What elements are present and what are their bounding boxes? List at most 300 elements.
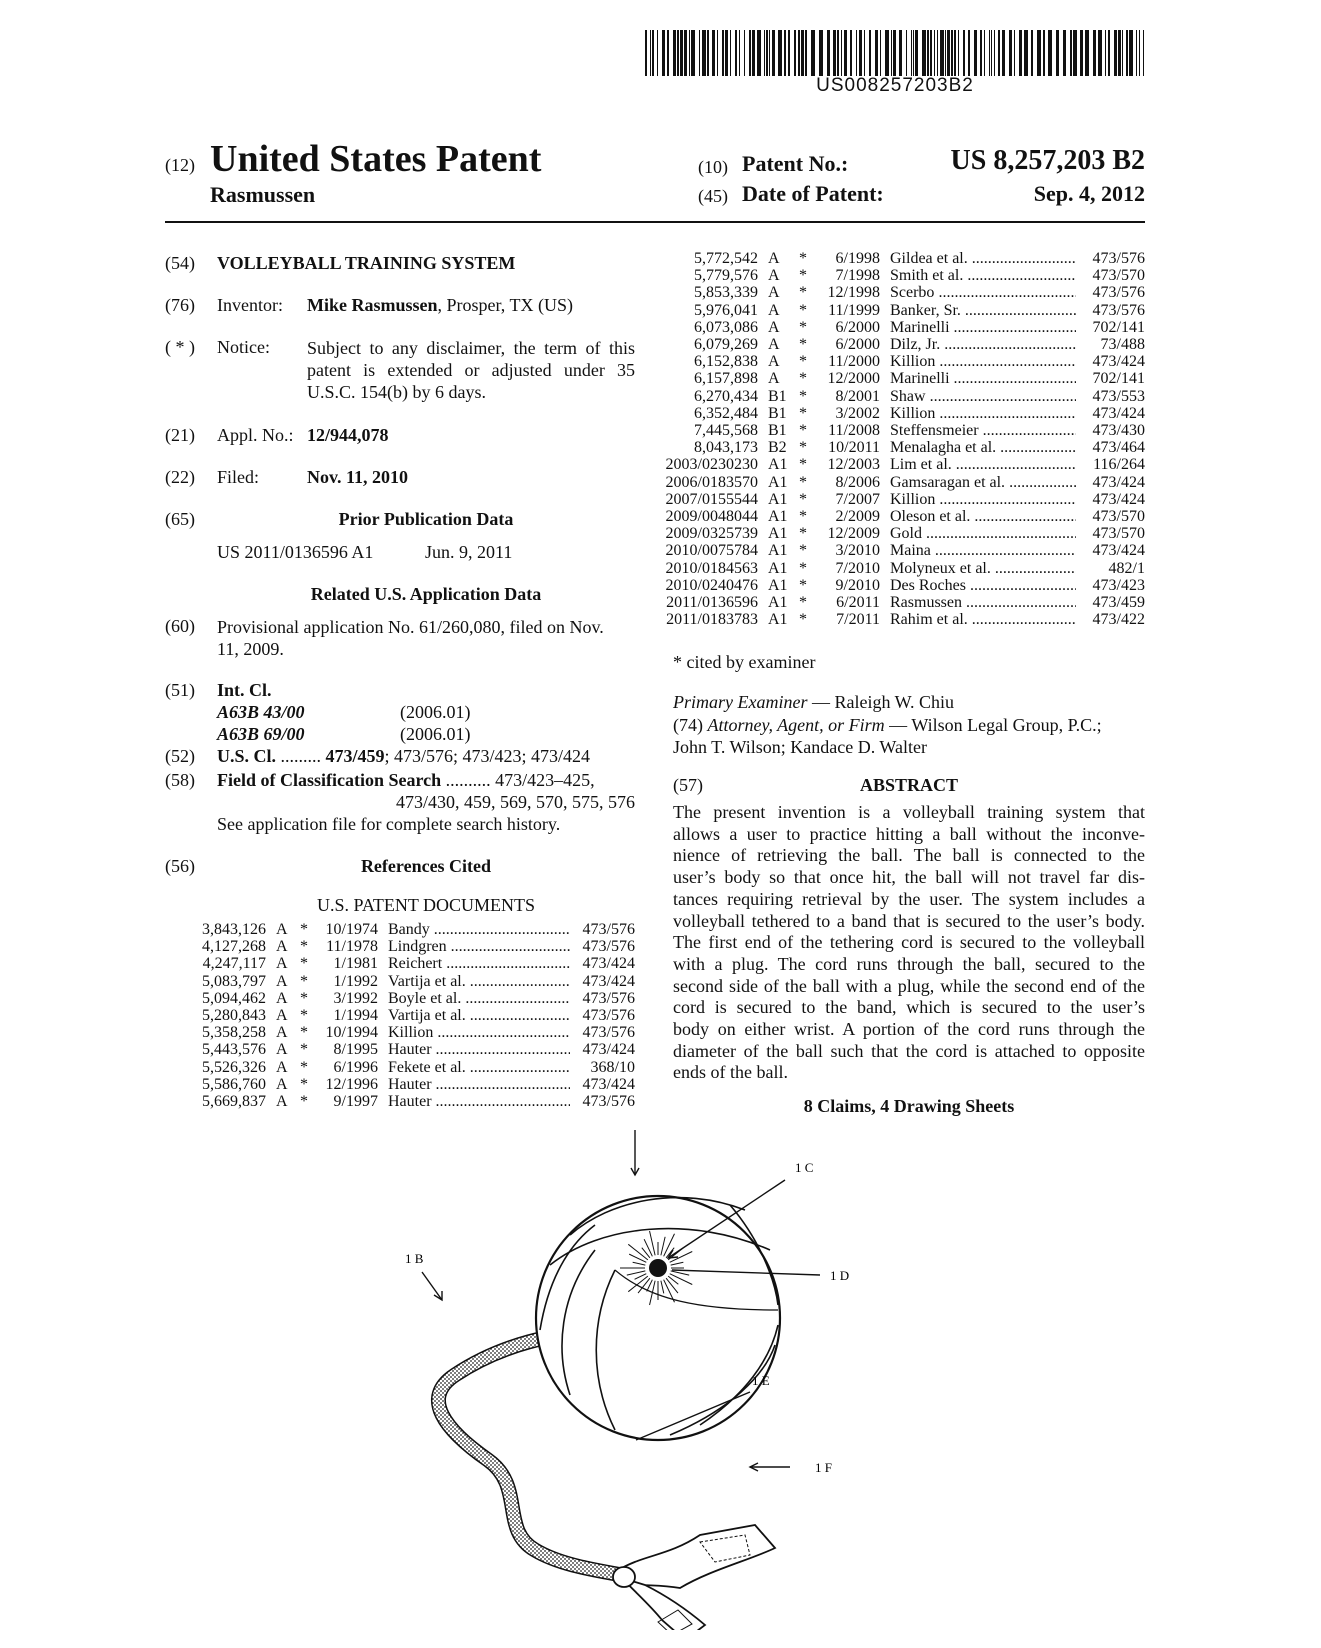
reference-date: 12/1998 — [827, 284, 880, 302]
prior-publication-date: Jun. 9, 2011 — [425, 542, 513, 562]
code-65: (65) — [165, 509, 195, 529]
barcode-bar — [927, 30, 929, 76]
barcode-bar — [1043, 30, 1045, 76]
barcode-bar — [722, 30, 724, 76]
date-of-patent-label: Date of Patent: — [742, 181, 884, 206]
us-cl-main: 473/459 — [325, 746, 385, 766]
related-data-heading: Related U.S. Application Data — [310, 584, 542, 604]
claims-drawing-sheets: 8 Claims, 4 Drawing Sheets — [803, 1096, 1015, 1116]
abstract-line: nience of retrieving the ball. The ball is connected to the — [673, 845, 1145, 866]
reference-name: Steffensmeier ..... — [890, 422, 1076, 440]
invention-title: VOLLEYBALL TRAINING SYSTEM — [217, 253, 516, 273]
reference-row — [200, 1007, 635, 1025]
barcode-bar — [673, 30, 676, 76]
reference-name: Lindgren ..... — [388, 938, 570, 956]
reference-number: 5,779,576 — [694, 267, 758, 285]
reference-star: * — [799, 301, 807, 319]
barcode-bar — [1122, 30, 1123, 76]
reference-date: 12/1996 — [325, 1075, 378, 1093]
barcode-bar — [788, 30, 790, 76]
reference-date: 8/2001 — [835, 387, 880, 405]
notice-label: Notice: — [217, 337, 270, 357]
barcode-bar — [850, 30, 852, 76]
abstract-line: body on either wrist. A portion of the cord runs through the — [673, 1019, 1145, 1040]
reference-class: 473/570 — [1076, 508, 1145, 526]
reference-date: 2/2009 — [835, 508, 880, 525]
barcode-bar — [801, 30, 804, 76]
reference-class: 473/424 — [570, 1076, 635, 1094]
barcode-bar — [954, 30, 956, 76]
reference-name: Oleson et al. ..... — [890, 508, 1076, 526]
field-line: 473/430, 459, 569, 570, 575, 576 — [395, 792, 635, 812]
barcode-bar — [707, 30, 709, 76]
reference-kind: A1 — [768, 508, 788, 525]
reference-kind: B1 — [768, 422, 787, 439]
barcode-bar — [833, 30, 836, 76]
reference-star: * — [799, 559, 807, 577]
appl-no: 12/944,078 — [307, 425, 389, 445]
reference-number: 3,843,126 — [202, 921, 266, 938]
attorney-line: — Wilson Legal Group, P.C.; — [884, 715, 1102, 735]
reference-date: 12/2009 — [827, 525, 880, 543]
reference-star: * — [799, 387, 807, 405]
reference-number: 6,079,269 — [694, 336, 758, 353]
barcode-bar — [1048, 30, 1052, 76]
int-cl-code: A63B 69/00 — [217, 724, 305, 744]
abstract-line: cord is secured to the band, which is secured to the user’s — [673, 997, 1145, 1018]
primary-examiner — [673, 692, 954, 713]
reference-number: 6,073,086 — [694, 318, 758, 336]
reference-star: * — [799, 525, 807, 543]
us-patent-documents-heading: U.S. PATENT DOCUMENTS — [316, 895, 536, 915]
plug-1d — [649, 1259, 667, 1277]
barcode-bar — [880, 30, 881, 76]
barcode-bar — [1019, 30, 1022, 76]
reference-row — [658, 250, 1145, 268]
barcode-bar — [699, 30, 700, 76]
barcode-bar — [766, 30, 768, 76]
reference-kind: A1 — [768, 490, 788, 508]
reference-date: 10/2011 — [828, 439, 880, 457]
reference-class: 473/423 — [1076, 577, 1145, 595]
reference-name: Shaw ..... — [890, 388, 1076, 406]
barcode-bar — [958, 30, 959, 76]
reference-name: Rasmussen ..... — [890, 594, 1076, 612]
reference-row — [658, 456, 1145, 474]
reference-kind: A — [276, 1093, 288, 1110]
code-58: (58) — [165, 770, 195, 790]
barcode-bar — [968, 30, 970, 76]
abstract-line: user’s body so that once hit, the ball will not travel far dis- — [673, 867, 1145, 888]
figure-label-1b: 1 B — [405, 1251, 424, 1266]
patent-number: US 8,257,203 B2 — [950, 145, 1145, 176]
barcode-bar — [937, 30, 938, 76]
reference-class: 473/576 — [570, 938, 635, 956]
barcode-bar — [757, 30, 761, 76]
reference-class: 473/424 — [570, 955, 635, 973]
reference-number: 5,526,326 — [202, 1058, 266, 1076]
reference-kind: A — [276, 1041, 288, 1059]
reference-star: * — [799, 542, 807, 560]
reference-date: 6/1996 — [333, 1058, 378, 1076]
examiner-label: Primary Examiner — [673, 692, 808, 712]
reference-number: 2011/0183783 — [666, 611, 758, 629]
reference-row — [658, 439, 1145, 457]
reference-number: 2009/0325739 — [665, 525, 758, 543]
int-cl-date: (2006.01) — [400, 702, 471, 722]
barcode-bar — [1143, 30, 1144, 76]
barcode-bar — [1009, 30, 1012, 76]
barcode-bar — [1056, 30, 1059, 76]
document-number: US008257203B2 — [816, 75, 974, 96]
barcode-bar — [1002, 30, 1005, 76]
reference-class: 473/576 — [1076, 284, 1145, 302]
reference-class: 473/424 — [1076, 542, 1145, 560]
reference-row — [658, 284, 1145, 302]
barcode-bar — [885, 30, 889, 76]
reference-class: 473/576 — [1076, 250, 1145, 268]
code-51: (51) — [165, 680, 195, 700]
provisional-line: 11, 2009. — [217, 639, 284, 659]
reference-kind: A — [276, 938, 288, 956]
reference-number: 5,772,542 — [694, 250, 758, 267]
reference-class: 473/576 — [570, 921, 635, 939]
reference-row — [200, 1093, 635, 1111]
field-line: 473/423–425, — [495, 770, 595, 790]
reference-star: * — [300, 955, 308, 973]
int-cl-date: (2006.01) — [400, 724, 471, 744]
reference-date: 12/2000 — [827, 370, 880, 388]
reference-name: Gildea et al. ..... — [890, 250, 1076, 268]
reference-star: * — [799, 473, 807, 491]
reference-date: 7/2011 — [836, 611, 880, 629]
reference-date: 11/1978 — [326, 938, 378, 956]
reference-kind: A — [768, 336, 780, 353]
barcode-bar — [772, 30, 775, 76]
reference-name: Fekete et al. ..... — [388, 1059, 570, 1077]
figure-label-1c: 1 C — [795, 1160, 814, 1175]
field-label: Field of Classification Search — [217, 770, 442, 790]
reference-kind: A1 — [768, 594, 788, 611]
reference-name: Hauter ..... — [388, 1041, 570, 1059]
reference-class: 473/570 — [1076, 267, 1145, 285]
barcode-bar — [650, 30, 651, 76]
us-cl-rest: ; 473/576; 473/423; 473/424 — [384, 746, 591, 766]
reference-name: Vartija et al. ..... — [388, 1007, 570, 1025]
reference-star: * — [799, 284, 807, 302]
barcode-bar — [778, 30, 782, 76]
figure-label-1e: 1 E — [752, 1373, 770, 1388]
barcode-bar — [1063, 30, 1066, 76]
reference-date: 11/2000 — [828, 353, 880, 371]
filed-date: Nov. 11, 2010 — [307, 467, 409, 487]
reference-star: * — [300, 972, 308, 990]
barcode-bar — [794, 30, 796, 76]
reference-star: * — [799, 267, 807, 285]
barcode-bar — [991, 30, 992, 76]
reference-name: Reichert ..... — [388, 955, 570, 973]
barcode-bar — [899, 30, 902, 76]
barcode-bar — [691, 30, 695, 76]
reference-row — [658, 336, 1145, 354]
figure-label-1d: 1 D — [830, 1268, 850, 1283]
barcode-bar — [657, 30, 658, 76]
reference-star: * — [300, 938, 308, 956]
abstract-line: allows a user to practice hitting a ball without the inconve- — [673, 823, 1145, 844]
reference-name: Marinelli ..... — [890, 319, 1076, 337]
reference-number: 5,083,797 — [202, 972, 266, 990]
reference-name: Marinelli ..... — [890, 370, 1076, 388]
reference-row — [658, 594, 1145, 612]
reference-date: 12/2003 — [827, 456, 880, 474]
reference-number: 5,280,843 — [202, 1007, 266, 1024]
reference-date: 10/1994 — [325, 1024, 378, 1042]
barcode-bar — [1024, 30, 1028, 76]
reference-star: * — [799, 422, 807, 439]
cited-by-examiner: * cited by examiner — [673, 652, 816, 672]
provisional-application — [217, 616, 635, 660]
reference-kind: B2 — [768, 439, 787, 457]
reference-row — [658, 422, 1145, 440]
reference-kind: A — [768, 267, 780, 285]
reference-star: * — [300, 989, 308, 1007]
inventor-field — [307, 295, 573, 316]
int-cl-code: A63B 43/00 — [217, 702, 305, 722]
barcode-bar — [819, 30, 823, 76]
barcode-bar — [712, 30, 715, 76]
barcode-bar — [1037, 30, 1041, 76]
reference-star: * — [799, 490, 807, 508]
reference-date: 1/1994 — [333, 1007, 378, 1024]
reference-kind: A1 — [768, 611, 788, 629]
abstract-line: tances requiring retrieval by the user. The system includes a — [673, 888, 1145, 909]
reference-number: 2007/0155544 — [665, 490, 758, 508]
reference-number: 5,976,041 — [694, 301, 758, 319]
reference-number: 8,043,173 — [694, 439, 758, 457]
reference-row — [200, 1059, 635, 1077]
barcode-bar — [811, 30, 815, 76]
barcode-bar — [1136, 30, 1137, 76]
code-52: (52) — [165, 746, 195, 766]
reference-date: 10/1974 — [325, 921, 378, 938]
reference-date: 6/2011 — [836, 594, 880, 611]
abstract-text — [673, 802, 1145, 1084]
reference-kind: A — [768, 301, 780, 319]
barcode-bar — [940, 30, 944, 76]
reference-number: 5,358,258 — [202, 1024, 266, 1042]
front-page-drawing — [400, 1130, 940, 1630]
reference-kind: A — [276, 1058, 288, 1076]
code-74: (74) — [673, 715, 703, 735]
inventor-location: , Prosper, TX (US) — [437, 295, 573, 315]
notice-line: Subject to any disclaimer, the term of this — [307, 338, 635, 358]
reference-number: 2010/0075784 — [665, 542, 758, 560]
code-56: (56) — [165, 856, 195, 876]
reference-star: * — [300, 1024, 308, 1042]
reference-row — [658, 577, 1145, 595]
reference-date: 6/1998 — [835, 250, 880, 267]
reference-number: 2003/0230230 — [665, 456, 758, 474]
reference-class: 473/464 — [1076, 439, 1145, 457]
reference-date: 3/2002 — [835, 404, 880, 422]
abstract-line: ends of the ball. — [673, 1062, 788, 1083]
reference-row — [200, 990, 635, 1008]
examiner-name: — Raleigh W. Chiu — [807, 692, 954, 712]
reference-kind: B1 — [768, 387, 787, 405]
reference-class: 702/141 — [1076, 370, 1145, 388]
reference-number: 4,247,117 — [202, 955, 266, 973]
reference-row — [200, 955, 635, 973]
barcode-bar — [963, 30, 965, 76]
field-note: See application file for complete search history. — [217, 814, 561, 834]
reference-class: 482/1 — [1076, 560, 1145, 578]
reference-class: 473/430 — [1076, 422, 1145, 440]
reference-kind: A — [768, 370, 780, 388]
barcode-bar — [1085, 30, 1089, 76]
reference-name: Banker, Sr. ..... — [890, 302, 1076, 320]
reference-kind: A — [276, 972, 288, 990]
reference-row — [200, 1041, 635, 1059]
date-of-patent: Sep. 4, 2012 — [1033, 181, 1145, 206]
field-dots: .......... — [441, 770, 491, 790]
barcode-bar — [827, 30, 830, 76]
barcode-bar — [1108, 30, 1110, 76]
reference-kind: A — [768, 318, 780, 336]
reference-row — [658, 491, 1145, 509]
barcode-bar — [730, 30, 731, 76]
reference-date: 7/2010 — [835, 559, 880, 577]
reference-row — [200, 921, 635, 939]
barcode-bar — [841, 30, 842, 76]
reference-number: 5,853,339 — [694, 284, 758, 302]
abstract-line: The first end of the tethering cord is secured to the volleyball — [673, 932, 1145, 953]
reference-class: 116/264 — [1076, 456, 1145, 474]
reference-name: Bandy ..... — [388, 921, 570, 939]
reference-kind: A — [276, 989, 288, 1007]
reference-name: Gold ..... — [890, 525, 1076, 543]
reference-kind: A — [276, 1075, 288, 1093]
reference-star: * — [799, 508, 807, 525]
reference-kind: A — [276, 1024, 288, 1042]
reference-row — [200, 973, 635, 991]
reference-row — [200, 1024, 635, 1042]
reference-name: Killion ..... — [890, 491, 1076, 509]
reference-kind: A1 — [768, 525, 788, 543]
provisional-line: Provisional application No. 61/260,080, filed on Nov. — [217, 617, 604, 637]
reference-number: 5,669,837 — [202, 1093, 266, 1110]
reference-kind: A1 — [768, 542, 788, 560]
volleyball — [536, 1196, 780, 1440]
barcode-bar — [844, 30, 847, 76]
barcode-bar — [913, 30, 914, 76]
reference-class: 473/576 — [570, 1007, 635, 1025]
attorney-line: John T. Wilson; Kandace D. Walter — [673, 737, 927, 757]
wrist-band — [613, 1525, 775, 1630]
reference-star: * — [799, 353, 807, 371]
reference-class: 473/459 — [1076, 594, 1145, 612]
us-cl-label: U.S. Cl. — [217, 746, 277, 766]
barcode-bar — [680, 30, 683, 76]
reference-row — [658, 370, 1145, 388]
barcode-bar — [1093, 30, 1096, 76]
reference-number: 2011/0136596 — [666, 594, 758, 611]
barcode-bar — [662, 30, 665, 76]
code-45: (45) — [698, 186, 728, 206]
barcode-bar — [930, 30, 932, 76]
reference-number: 6,270,434 — [694, 387, 758, 405]
barcode-bar — [689, 30, 690, 76]
reference-name: Killion ..... — [890, 353, 1076, 371]
reference-kind: B1 — [768, 404, 787, 422]
reference-kind: A1 — [768, 559, 788, 577]
barcode-bar — [749, 30, 751, 76]
barcode-bar — [735, 30, 737, 76]
code-notice: ( * ) — [165, 337, 195, 357]
header-divider — [165, 221, 1145, 223]
reference-class: 473/576 — [570, 1024, 635, 1042]
reference-name: Menalagha et al. ..... — [890, 439, 1076, 457]
reference-name: Killion ..... — [388, 1024, 570, 1042]
reference-number: 5,443,576 — [202, 1041, 266, 1059]
reference-name: Gamsaragan et al. ..... — [890, 474, 1076, 492]
barcode-bar — [864, 30, 865, 76]
reference-star: * — [799, 611, 807, 629]
notice-line: patent is extended or adjusted under 35 — [307, 360, 635, 380]
reference-star: * — [799, 370, 807, 388]
reference-row — [200, 938, 635, 956]
barcode-bar — [947, 30, 950, 76]
reference-date: 9/2010 — [835, 576, 880, 594]
reference-star: * — [300, 921, 308, 938]
reference-star: * — [799, 404, 807, 422]
reference-name: Boyle et al. ..... — [388, 990, 570, 1008]
reference-class: 473/422 — [1076, 611, 1145, 629]
barcode-bar — [859, 30, 862, 76]
reference-name: Hauter ..... — [388, 1076, 570, 1094]
reference-kind: A — [768, 284, 780, 302]
barcode-bar — [744, 30, 745, 76]
code-76: (76) — [165, 295, 195, 315]
prior-publication-heading: Prior Publication Data — [338, 509, 514, 529]
barcode-bar — [677, 30, 679, 76]
reference-class: 368/10 — [570, 1059, 635, 1077]
barcode-bar — [891, 30, 892, 76]
barcode-bar — [1014, 30, 1015, 76]
reference-star: * — [300, 1058, 308, 1076]
reference-kind: A1 — [768, 456, 788, 474]
inventor-label: Inventor: — [217, 295, 283, 315]
reference-name: Lim et al. ..... — [890, 456, 1076, 474]
barcode-bar — [1105, 30, 1106, 76]
reference-name: Maina ..... — [890, 542, 1076, 560]
barcode-bar — [764, 30, 765, 76]
reference-number: 6,352,484 — [694, 404, 758, 422]
barcode-bar — [1070, 30, 1072, 76]
reference-date: 8/1995 — [333, 1041, 378, 1059]
barcode-bar — [915, 30, 918, 76]
reference-row — [658, 302, 1145, 320]
barcode-bar — [906, 30, 907, 76]
code-12: (12) — [165, 155, 195, 175]
reference-number: 6,152,838 — [694, 353, 758, 371]
reference-class: 702/141 — [1076, 319, 1145, 337]
reference-star: * — [300, 1007, 308, 1024]
reference-row — [658, 611, 1145, 629]
reference-class: 473/576 — [570, 1093, 635, 1111]
reference-name: Smith et al. ..... — [890, 267, 1076, 285]
reference-name: Hauter ..... — [388, 1093, 570, 1111]
barcode-bar — [752, 30, 755, 76]
